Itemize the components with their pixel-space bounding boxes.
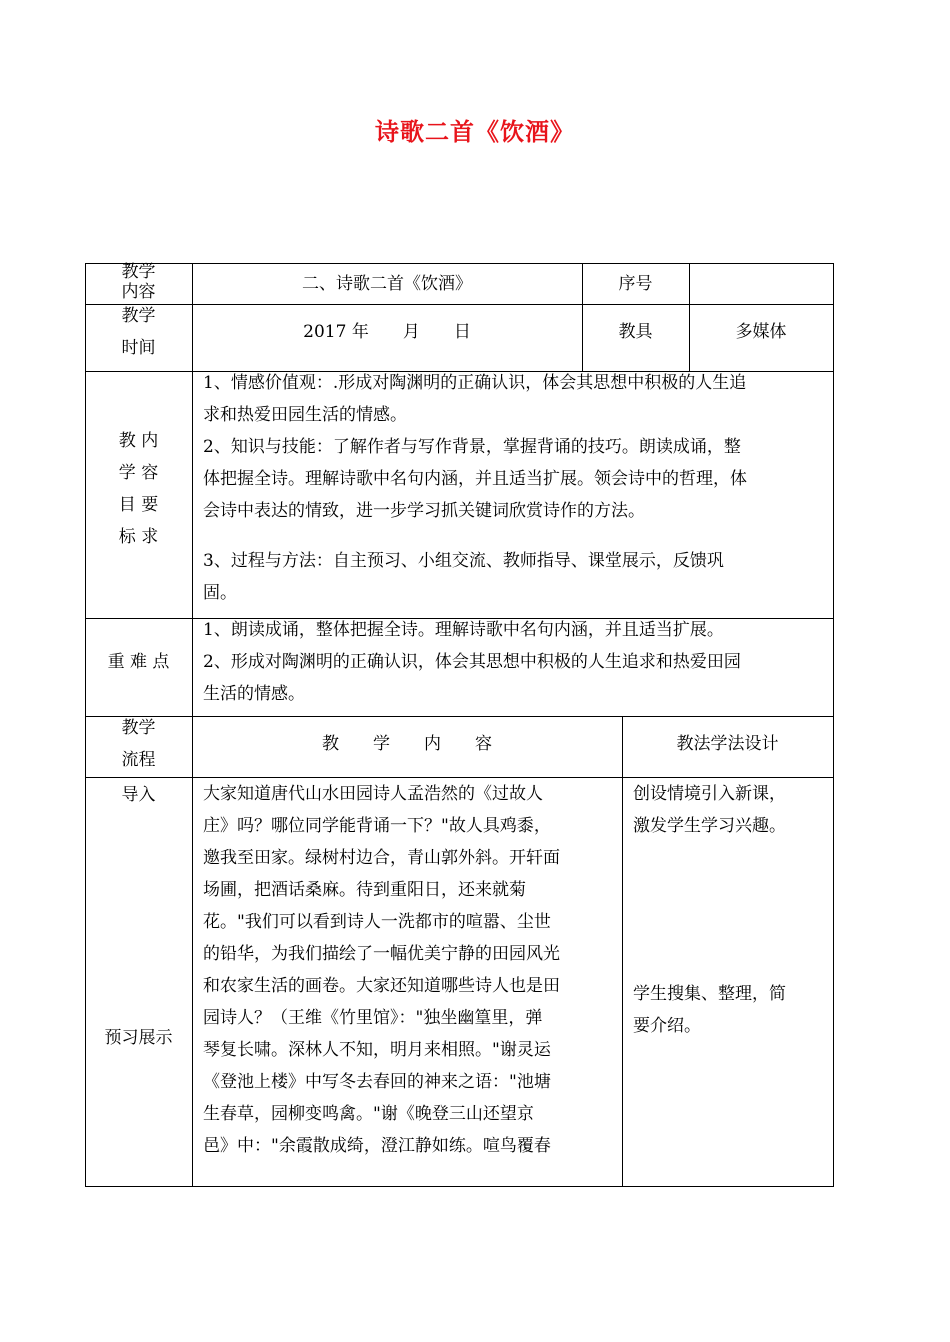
method-header: 教法学法设计 [676, 734, 779, 754]
difficulty-line: 2、形成对陶渊明的正确认识，体会其思想中积极的人生追求和热爱田园 [203, 652, 741, 672]
flow-label [85, 712, 192, 776]
content-header: 教 学 内 容 [322, 734, 492, 754]
teaching-content-value: 二、诗歌二首《饮酒》 [302, 274, 472, 294]
table-line [85, 263, 834, 264]
seq-label: 序号 [618, 274, 653, 294]
goals-content [203, 367, 828, 609]
method-intro [633, 778, 829, 842]
content-line: 琴复长啸。深林人不知，明月来相照。"谢灵运 [203, 1040, 551, 1060]
content-line: 庄》吗？哪位同学能背诵一下？"故人具鸡黍， [203, 816, 551, 836]
difficulty-label: 重 难 点 [107, 652, 170, 672]
label-line: 目 要 [118, 495, 159, 515]
table-line [85, 716, 834, 717]
row2-label [85, 300, 192, 364]
goals-line: 求和热爱田园生活的情感。 [203, 405, 407, 425]
content-line: 《登池上楼》中写冬去春回的神来之语："池塘 [203, 1072, 551, 1092]
label-line: 教 内 [118, 431, 159, 451]
step-preview: 预习展示 [104, 1028, 173, 1048]
teaching-date: 2017 年 月 日 [303, 322, 471, 342]
goals-line: 2、知识与技能：了解作者与写作背景，掌握背诵的技巧。朗读成诵，整 [203, 437, 741, 457]
label-line: 流程 [121, 750, 156, 770]
difficulty-content [203, 614, 828, 710]
label-line: 教学 [121, 262, 156, 282]
method-preview [633, 978, 829, 1042]
tool-label: 教具 [618, 322, 653, 342]
content-line: 场圃，把酒话桑麻。待到重阳日，还来就菊 [203, 880, 526, 900]
content-line: 邀我至田家。绿树村边合，青山郭外斜。开轩面 [203, 848, 560, 868]
content-line: 生春草，园柳变鸣禽。"谢《晚登三山还望京 [203, 1104, 534, 1124]
difficulty-line: 生活的情感。 [203, 684, 305, 704]
step-intro: 导入 [121, 785, 156, 805]
content-line: 和农家生活的画卷。大家还知道哪些诗人也是田 [203, 976, 560, 996]
method-line: 要介绍。 [633, 1016, 701, 1036]
table-line [622, 716, 623, 1187]
document-title: 诗歌二首《饮酒》 [375, 117, 575, 146]
method-line: 创设情境引入新课， [633, 784, 786, 804]
content-line: 园诗人？（王维《竹里馆》："独坐幽篁里，弹 [203, 1008, 543, 1028]
method-line: 学生搜集、整理，简 [633, 984, 786, 1004]
goals-line: 会诗中表达的情致，进一步学习抓关键词欣赏诗作的方法。 [203, 501, 645, 521]
table-line [85, 304, 834, 305]
tool-value: 多媒体 [735, 322, 787, 342]
table-line [192, 263, 193, 1187]
content-line: 大家知道唐代山水田园诗人孟浩然的《过故人 [203, 784, 543, 804]
label-line: 标 求 [118, 527, 159, 547]
table-line [85, 1186, 834, 1187]
label-line: 内容 [121, 282, 156, 302]
goals-line: 体把握全诗。理解诗歌中名句内涵，并且适当扩展。领会诗中的哲理，体 [203, 469, 747, 489]
label-line: 教学 [121, 306, 156, 326]
goals-label [85, 425, 192, 553]
content-line: 的铅华，为我们描绘了一幅优美宁静的田园风光 [203, 944, 560, 964]
content-line: 邑》中："余霞散成绮，澄江静如练。喧鸟覆春 [203, 1136, 551, 1156]
row1-label [85, 262, 192, 302]
label-line: 学 容 [118, 463, 159, 483]
difficulty-line: 1、朗读成诵，整体把握全诗。理解诗歌中名句内涵，并且适当扩展。 [203, 620, 724, 640]
flow-content [203, 778, 618, 1162]
label-line: 时间 [121, 338, 156, 358]
goals-line: 固。 [203, 583, 237, 603]
label-line: 教学 [121, 718, 156, 738]
method-line: 激发学生学习兴趣。 [633, 816, 786, 836]
content-line: 花。"我们可以看到诗人一洗都市的喧嚣、尘世 [203, 912, 551, 932]
table-line [833, 263, 834, 1187]
goals-line: 3、过程与方法：自主预习、小组交流、教师指导、课堂展示，反馈巩 [203, 551, 724, 571]
goals-line: 1、情感价值观：.形成对陶渊明的正确认识，体会其思想中积极的人生追 [203, 373, 747, 393]
